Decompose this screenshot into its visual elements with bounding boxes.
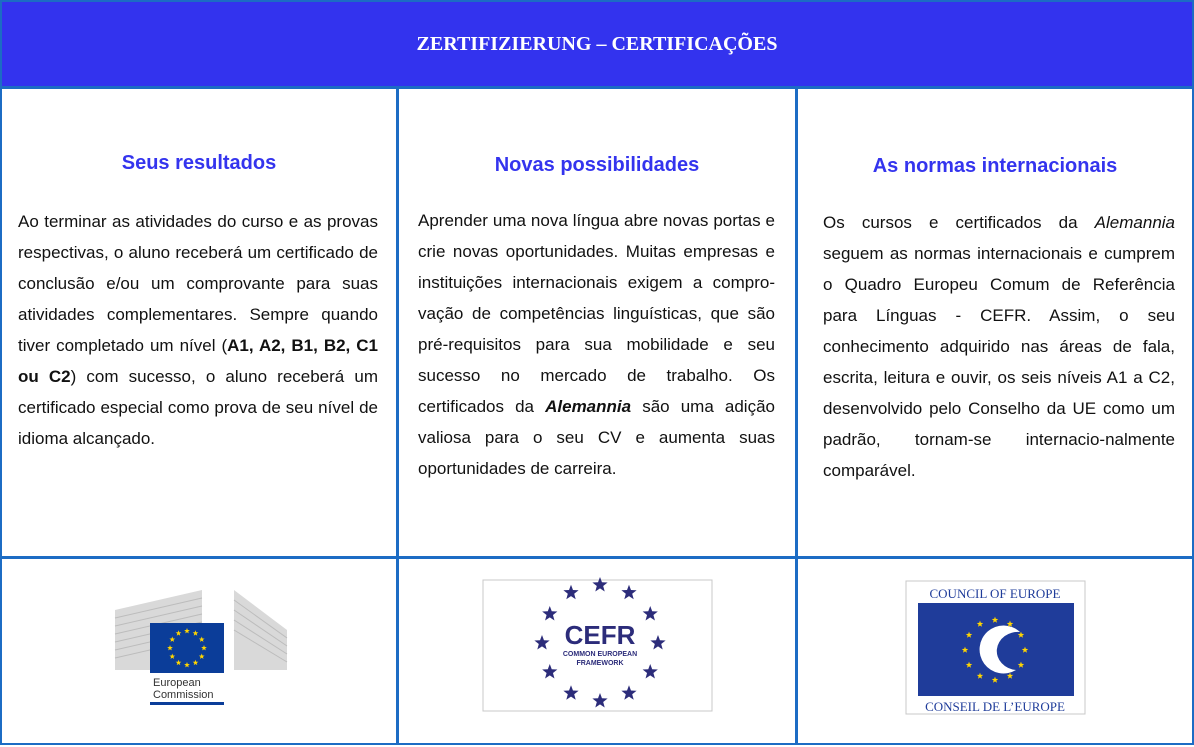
logo-cell-ec — [2, 560, 396, 742]
column-results — [2, 89, 396, 556]
cefr-logo — [399, 560, 795, 742]
logo-cell-cefr — [399, 560, 795, 742]
column-standards — [798, 89, 1192, 556]
column-heading: Seus resultados — [121, 152, 277, 174]
ec-line-1: European — [153, 677, 201, 689]
column-heading: As normas internacionais — [872, 155, 1118, 177]
column-possibilities — [399, 89, 795, 556]
column-text — [18, 206, 378, 454]
cefr-title: CEFR — [564, 620, 636, 650]
council-of-europe-logo — [798, 560, 1192, 742]
text-part: seguem as normas internacionais e cumprem o Quadro Europeu Comum de Referência para Línguas - CEFR. Assim, o seu conhecimento adquirido nas áreas de fala, escrita, leitura e ouvir, os seis níveis A1 a C2, desenvolvido pelo Conselho da UE como um padrão, tornam-se internacio-nalmente comparável. — [823, 244, 1175, 480]
levels-text: A1, A2, B1, B2, C1 ou C2 — [18, 336, 378, 386]
column-text — [823, 207, 1175, 486]
column-heading: Novas possibilidades — [494, 154, 700, 176]
coe-bottom-text: CONSEIL DE L’EUROPE — [925, 699, 1065, 714]
ec-line-2: Commission — [153, 689, 214, 701]
text-part: são uma adição valiosa para o seu CV e aumenta suas oportunidades de carreira. — [418, 397, 775, 478]
coe-top-text: COUNCIL OF EUROPE — [929, 586, 1061, 601]
european-commission-logo — [2, 560, 396, 742]
text-part: Aprender uma nova língua abre novas portas e crie novas oportunidades. Muitas empresas e instituições internacionais exigem a compro-vação de competências linguísticas, que são pré-requisitos para sua mobilidade e seu sucesso no mercado de trabalho. Os certificados da — [418, 211, 775, 416]
brand-name: Alemannia — [545, 397, 632, 416]
divider-logos — [0, 556, 1194, 559]
text-part: ) com sucesso, o aluno receberá um certificado especial como prova de seu nível de idioma alcançado. — [18, 367, 378, 448]
page-title: ZERTIFIZIERUNG – CERTIFICAÇÕES — [2, 2, 1192, 86]
cefr-line-1: COMMON EUROPEAN — [562, 651, 638, 658]
logo-cell-coe — [798, 560, 1192, 742]
cefr-line-2: FRAMEWORK — [576, 660, 624, 667]
column-text — [418, 205, 775, 484]
brand-name: Alemannia — [1094, 213, 1175, 232]
text-part: Ao terminar as atividades do curso e as provas respectivas, o aluno receberá um certificado de conclusão e/ou um comprovante para suas atividades complementares. Sempre quando tiver completado um nível ( — [18, 212, 378, 355]
text-part: Os cursos e certificados da — [823, 213, 1095, 232]
